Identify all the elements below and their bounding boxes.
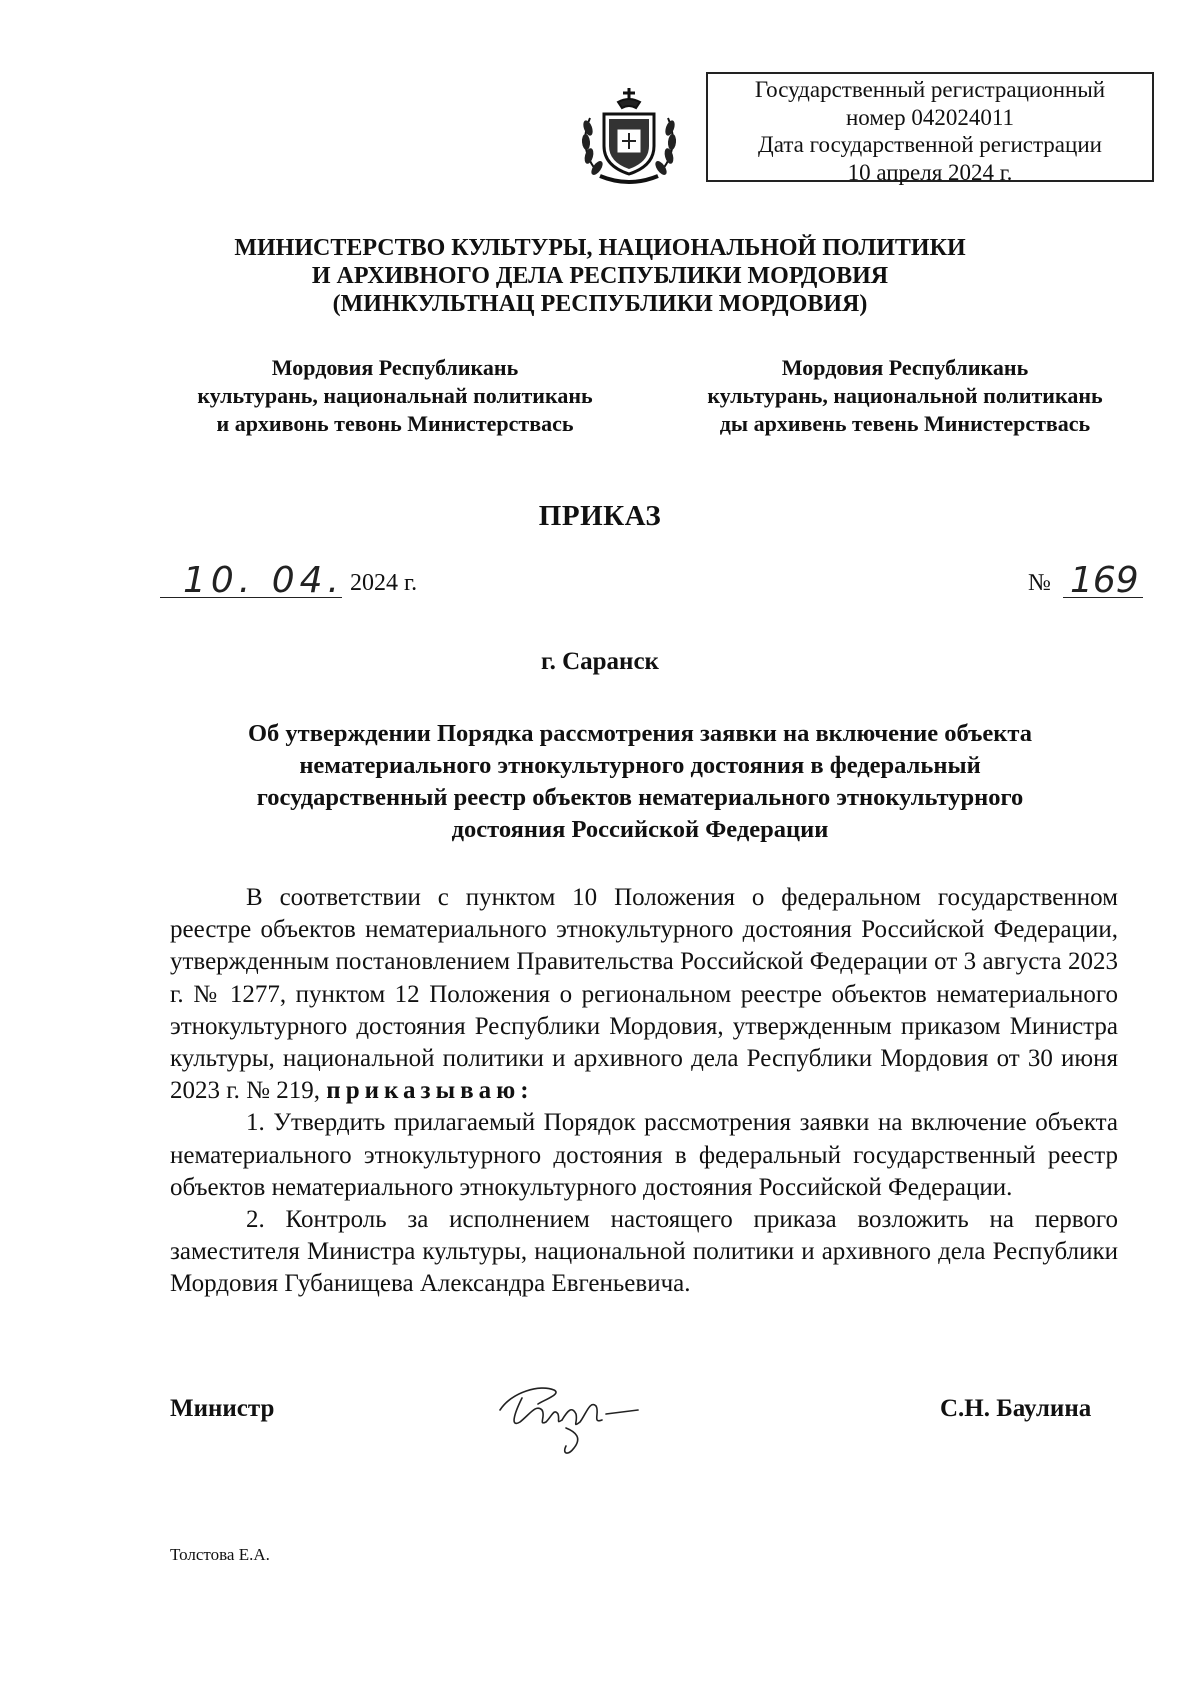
registration-line-4: 10 апреля 2024 г.: [847, 159, 1013, 185]
registration-box: [706, 72, 1154, 185]
handwritten-number: 169: [1070, 560, 1139, 601]
number-sign: №: [1028, 570, 1051, 596]
preamble-paragraph: [170, 882, 1118, 1107]
order-word: приказываю:: [326, 1077, 534, 1105]
document-type: ПРИКАЗ: [538, 500, 662, 532]
registration-line-1: Государственный регистрационный: [754, 77, 1106, 102]
signatory-name: С.Н. Баулина: [940, 1395, 1092, 1422]
ministry-name: [150, 234, 1050, 318]
moksha-line-1: Мордовия Республикань: [271, 355, 519, 380]
title-line-2: нематериального этнокультурного достояния в федеральный: [299, 752, 981, 779]
ministry-line-3: (МИНКУЛЬТНАЦ РЕСПУБЛИКИ МОРДОВИЯ): [332, 291, 868, 317]
title-line-4: достояния Российской Федерации: [451, 816, 829, 843]
document-body: [170, 882, 1118, 1301]
item-1: 1. Утвердить прилагаемый Порядок рассмотрения заявки на включение объекта нематериального этнокультурного достояния в федеральный государственный реестр объектов нематериального этнокультурного достояния Российской Федерации.: [170, 1109, 1118, 1201]
executor-name: Толстова Е.А.: [170, 1545, 270, 1564]
ministry-name-erzya: [670, 354, 1140, 438]
document-title: [160, 718, 1120, 846]
moksha-line-3: и архивонь тевонь Министерствась: [216, 411, 574, 436]
number-underline: [1063, 597, 1143, 598]
city: г. Саранск: [541, 648, 659, 675]
ministry-name-moksha: [165, 354, 625, 438]
ministry-line-1: МИНИСТЕРСТВО КУЛЬТУРЫ, НАЦИОНАЛЬНОЙ ПОЛИТИКИ: [234, 235, 966, 261]
handwritten-date: 10. 04.: [183, 560, 344, 601]
date-year: 2024 г.: [350, 570, 418, 596]
registration-line-3: Дата государственной регистрации: [758, 132, 1102, 157]
moksha-line-2: культурань, национальнай политикань: [197, 383, 593, 408]
registration-line-2: номер 042024011: [845, 104, 1015, 130]
erzya-line-1: Мордовия Республикань: [781, 355, 1029, 380]
handwritten-signature-icon: [492, 1370, 692, 1460]
item-2: 2. Контроль за исполнением настоящего приказа возложить на первого заместителя Министра культуры, национальной политики и архивного дела Республики Мордовия Губанищева Александра Евгеньевича.: [170, 1206, 1118, 1298]
signatory-position: Министр: [170, 1395, 275, 1422]
preamble-text: В соответствии с пунктом 10 Положения о федеральном государственном реестре объектов нематериального этнокультурного достояния Российской Федерации, утвержденным постановлением Правительства Российской Федерации от 3 августа 2023 г. № 1277, пунктом 12 Положения о региональном реестре объектов нематериального этнокультурного достояния Республики Мордовия, утвержденным приказом Министра культуры, национальной политики и архивного дела Республики Мордовия от 30 июня 2023 г. № 219,: [170, 884, 1118, 1105]
erzya-line-2: культурань, национальной политикань: [707, 383, 1103, 408]
ministry-line-2: И АРХИВНОГО ДЕЛА РЕСПУБЛИКИ МОРДОВИЯ: [311, 263, 889, 289]
title-line-3: государственный реестр объектов нематериального этнокультурного: [256, 784, 1024, 811]
coat-of-arms-icon: [578, 84, 680, 194]
erzya-line-3: ды архивень тевень Министерствась: [719, 411, 1091, 436]
title-line-1: Об утверждении Порядка рассмотрения заявки на включение объекта: [248, 720, 1032, 747]
date-underline: [160, 597, 342, 598]
